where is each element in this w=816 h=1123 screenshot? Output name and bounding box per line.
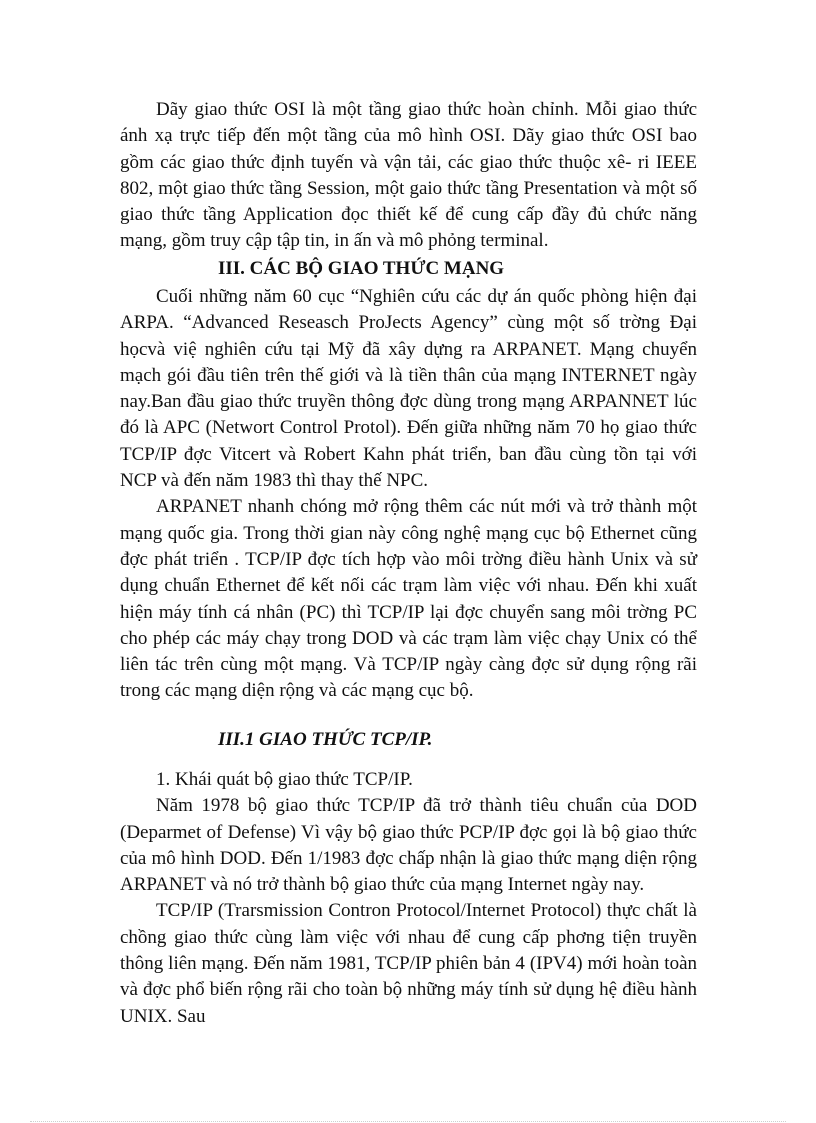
subsection-item-title: 1. Khái quát bộ giao thức TCP/IP.	[156, 769, 413, 790]
subsection-heading: III.1 GIAO THỨC TCP/IP.	[218, 729, 433, 750]
intro-text-block	[120, 97, 697, 255]
section-paragraph-2: ARPANET nhanh chóng mở rộng thêm các nút mới và trở thành một mạng quốc gia. Trong thời gian này công nghệ mạng cục bộ Ethernet cũng đợc phát triển . TCP/IP đợc tích hợp vào môi trờng điều hành Unix và sử dụng chuẩn Ethernet để kết nối các trạm làm việc với nhau. Đến khi xuất hiện máy tính cá nhân (PC) thì TCP/IP lại đợc chuyển sang môi trờng PC cho phép các máy chạy trong DOD và các trạm làm việc chạy Unix có thể liên tác trên cùng một mạng. Và TCP/IP ngày càng đợc sử dụng rộng rãi trong các mạng diện rộng và các mạng cục bộ.	[120, 496, 697, 702]
section-heading: III. CÁC BỘ GIAO THỨC MẠNG	[218, 258, 505, 279]
page-bottom-divider	[30, 1121, 786, 1122]
section-paragraph-1: Cuối những năm 60 cục “Nghiên cứu các dự án quốc phòng hiện đại ARPA. “Advanced Reseasch ProJects Agency” cùng một số trờng Đại họcvà việ nghiên cứu tại Mỹ đã xây dựng ra ARPANET. Mạng chuyển mạch gói đầu tiên trên thế giới và là tiền thân của mạng INTERNET ngày nay.Ban đầu giao thức truyền thông đợc dùng trong mạng ARPANNET lúc đó là APC (Networt Control Protol). Đến giữa những năm 70 họ giao thức TCP/IP đợc Vitcert và Robert Kahn phát triển, ban đầu cùng tồn tại với NCP và đến năm 1983 thì thay thế NPC.	[120, 286, 697, 492]
section-text-block	[120, 284, 697, 705]
intro-paragraph: Dãy giao thức OSI là một tầng giao thức hoàn chỉnh. Mỗi giao thức ánh xạ trực tiếp đến một tầng của mô hình OSI. Dãy giao thức OSI bao gồm các giao thức định tuyến và vận tải, các giao thức thuộc xê- ri IEEE 802, một giao thức tầng Session, một gaio thức tầng Presentation và một số giao thức tầng Application đọc thiết kế để cung cấp đầy đủ chức năng mạng, gồm truy cập tập tin, in ấn và mô phỏng terminal.	[120, 99, 697, 252]
subsection-paragraph-2: TCP/IP (Trarsmission Contron Protocol/Internet Protocol) thực chất là chồng giao thức cùng làm việc với nhau để cung cấp phơng tiện truyền thông liên mạng. Đến năm 1981, TCP/IP phiên bản 4 (IPV4) mới hoàn toàn và đợc phổ biến rộng rãi cho toàn bộ những máy tính sử dụng hệ điều hành UNIX. Sau	[120, 900, 697, 1027]
subsection-paragraph-1: Năm 1978 bộ giao thức TCP/IP đã trở thành tiêu chuẩn của DOD (Deparmet of Defense) Vì vậy bộ giao thức PCP/IP đợc gọi là bộ giao thức của mô hình DOD. Đến 1/1983 đợc chấp nhận là giao thức mạng diện rộng ARPANET và nó trở thành bộ giao thức của mạng Internet ngày nay.	[120, 795, 697, 896]
subsection-text-block	[120, 767, 697, 1030]
